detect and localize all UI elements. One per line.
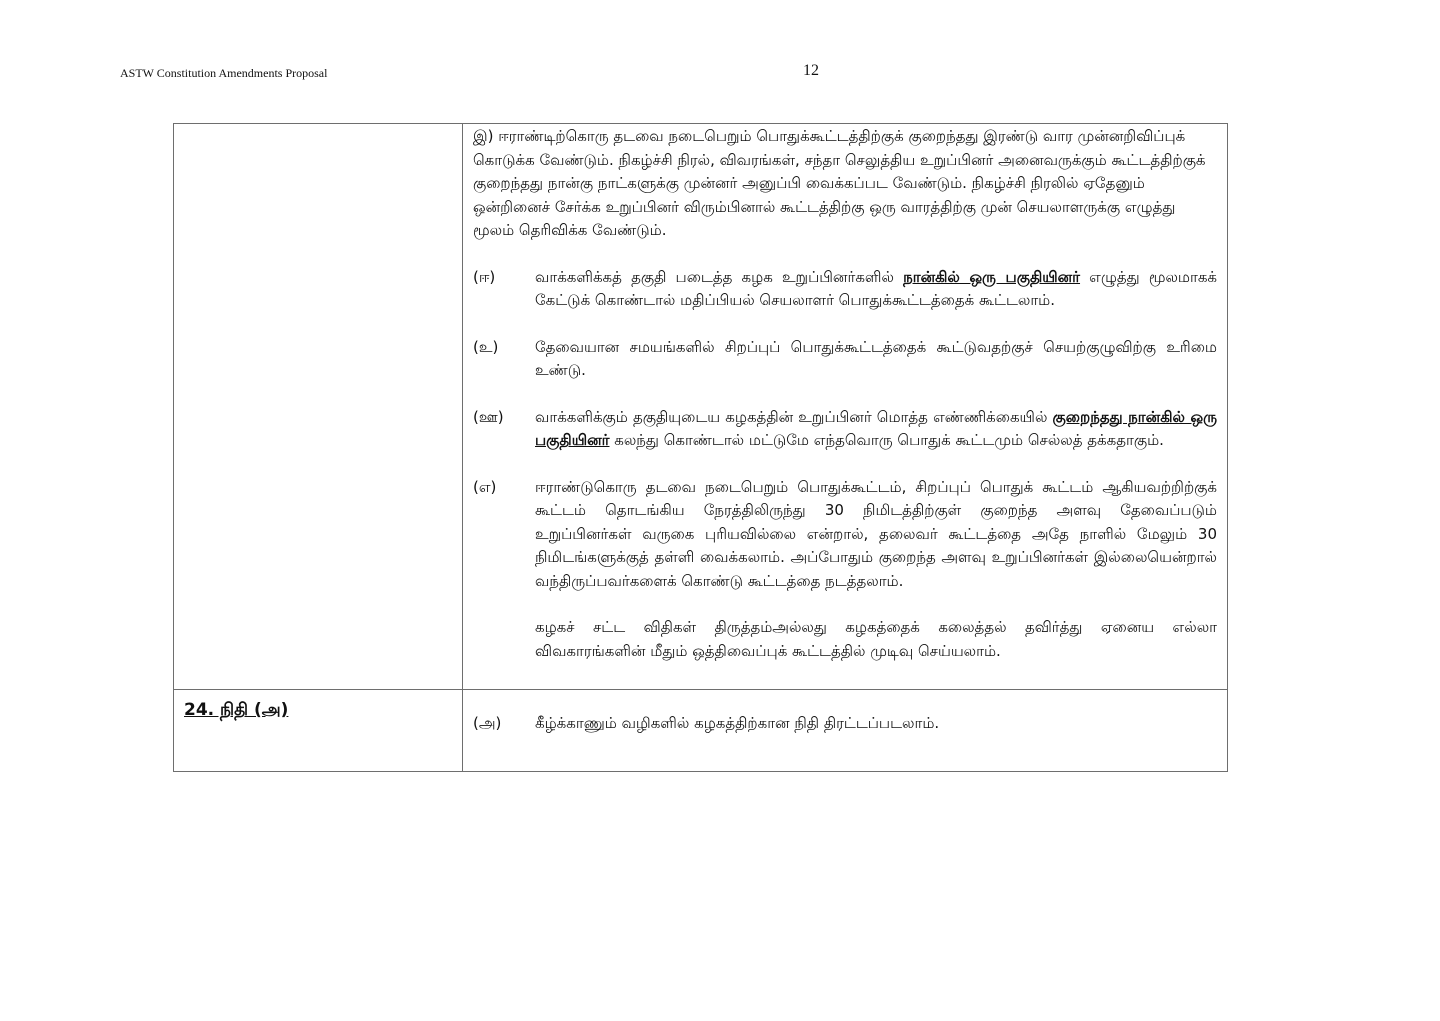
clause-text-emphasis: குறைந்தது நான்கில் ஒரு பகுதியினர்: [535, 407, 1217, 449]
clause-cell: [463, 124, 1228, 690]
clause-text-part: எழுத்து மூலமாகக் கேட்டுக் கொண்டால் மதிப்பியல் செயலாளர் பொதுக்கூட்டத்தைக் கூட்டலாம்.: [535, 267, 1218, 309]
clause-text-part: கலந்து கொண்டால் மட்டுமே எந்தவொரு பொதுக் கூட்டமும் செல்லத் தக்கதாகும்.: [609, 431, 1164, 449]
page-number: 12: [803, 62, 819, 79]
clause-text-emphasis: நான்கில் ஒரு பகுதியினர்: [903, 267, 1081, 286]
adjourned-meeting-note: கழகச் சட்ட விதிகள் திருத்தம்அல்லது கழகத்தைக் கலைத்தல் தவிர்த்து ஏனைய எல்லா விவகாரங்களின் மீதும் ஒத்திவைப்புக் கூட்டத்தில் முடிவு செய்யலாம்.: [535, 618, 1217, 660]
clause-item-e: [473, 476, 1217, 594]
clause-label: (உ): [473, 337, 499, 356]
section-title: 24. நிதி (அ): [184, 700, 289, 720]
clause-item-ii: [473, 266, 1217, 313]
clause-text-part: வாக்களிக்கும் தகுதியுடைய கழகத்தின் உறுப்பினர் மொத்த எண்ணிக்கையில்: [535, 407, 1053, 426]
clause-cell: [463, 690, 1228, 772]
clause-label: (ஊ): [473, 407, 504, 426]
clause-label: (ஈ): [473, 267, 496, 286]
section-cell: [174, 690, 463, 772]
clause-item-u: [473, 336, 1217, 383]
intro-paragraph: இ) ஈராண்டிற்கொரு தடவை நடைபெறும் பொதுக்கூட்டத்திற்குக் குறைந்தது இரண்டு வார முன்னறிவிப்புக் கொடுக்க வேண்டும். நிகழ்ச்சி நிரல், விவரங்கள், சந்தா செலுத்திய உறுப்பினர் அனைவருக்கும் கூட்டத்திற்குக் குறைந்தது நான்கு நாட்களுக்கு முன்னர் அனுப்பி வைக்கப்பட வேண்டும். நிகழ்ச்சி நிரலில் ஏதேனும் ஒன்றினைச் சேர்க்க உறுப்பினர் விரும்பினால் கூட்டத்திற்கு ஒரு வாரத்திற்கு முன் செயலாளருக்கு எழுத்து மூலம் தெரிவிக்க வேண்டும்.: [473, 127, 1206, 239]
amendments-table: [173, 123, 1228, 772]
clause-text-part: வாக்களிக்கத் தகுதி படைத்த கழக உறுப்பினர்களில்: [535, 267, 904, 286]
clause-label: (அ): [473, 714, 502, 732]
table-row: [174, 690, 1228, 772]
clause-item-uu: [473, 406, 1217, 453]
section-cell-empty: [174, 124, 463, 690]
clause-text: [535, 406, 1217, 453]
clause-text: ஈராண்டுகொரு தடவை நடைபெறும் பொதுக்கூட்டம், சிறப்புப் பொதுக் கூட்டம் ஆகியவற்றிற்குக் கூட்டம் தொடங்கிய நேரத்திலிருந்து 30 நிமிடத்திற்குள் குறைந்த அளவு தேவைப்படும் உறுப்பினர்கள் வருகை புரியவில்லை என்றால், தலைவர் கூட்டத்தை அதே நாளில் மேலும் 30 நிமிடங்களுக்குத் தள்ளி வைக்கலாம். அப்போதும் குறைந்த அளவு உறுப்பினர்கள் இல்லையென்றால் வந்திருப்பவர்களைக் கொண்டு கூட்டத்தை நடத்தலாம்.: [535, 477, 1217, 590]
table-row: [174, 124, 1228, 690]
clause-text: கீழ்க்காணும் வழிகளில் கழகத்திற்கான நிதி திரட்டப்படலாம்.: [535, 714, 940, 732]
clause-label: (எ): [473, 477, 497, 496]
document-title: ASTW Constitution Amendments Proposal: [120, 66, 328, 80]
clause-text: தேவையான சமயங்களில் சிறப்புப் பொதுக்கூட்டத்தைக் கூட்டுவதற்குச் செயற்குழுவிற்கு உரிமை உண்டு.: [535, 337, 1217, 379]
clause-text: [535, 266, 1217, 313]
page-header: [120, 64, 1320, 84]
clause-item-a: [463, 690, 1227, 771]
